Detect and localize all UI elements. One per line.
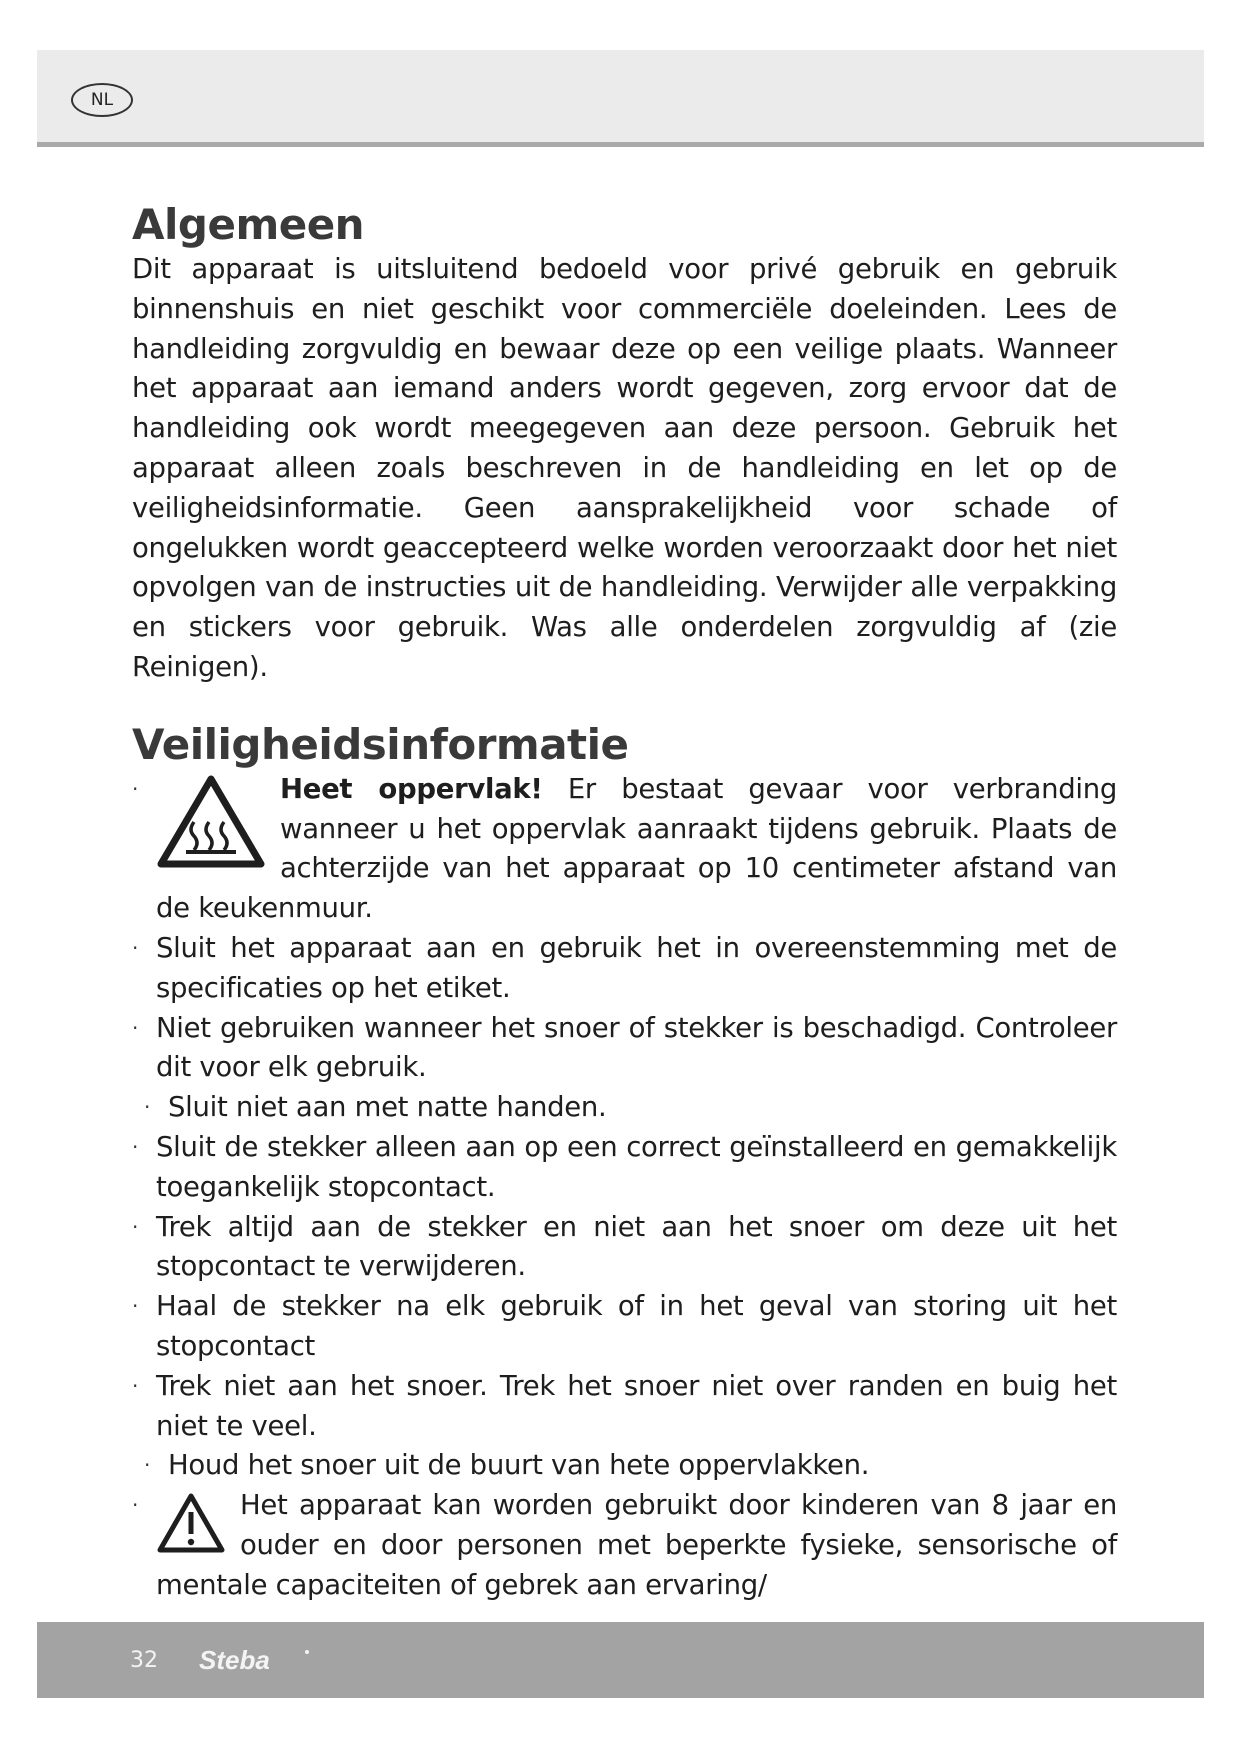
safety-item-text: Sluit niet aan met natte handen. <box>168 1091 607 1124</box>
page-number: 32 <box>130 1648 158 1673</box>
safety-item-text: Haal de stekker na elk gebruik of in het geval van storing uit het stopcontact <box>156 1290 1117 1362</box>
section-title-safety: Veiligheidsinformatie <box>132 719 629 769</box>
safety-item-text: Sluit het apparaat aan en gebruik het in overeenstemming met de specificaties op het etiket. <box>156 931 1117 1004</box>
bullet: · <box>132 1373 139 1398</box>
safety-item <box>132 929 1117 1009</box>
safety-item-children <box>132 1486 1117 1605</box>
hot-surface-lead: Heet oppervlak! <box>280 772 543 805</box>
safety-item <box>132 1367 1117 1447</box>
hot-surface-warning-icon <box>156 774 266 870</box>
svg-text:Steba: Steba <box>199 1645 270 1675</box>
bullet: · <box>132 1294 139 1319</box>
page-content <box>132 200 1117 1606</box>
hot-surface-text: Er bestaat gevaar voor verbranding wanneer u het oppervlak aanraakt tijdens gebruik. Plaats de achterzijde van het apparaat op 10 centimeter afstand van de keukenmuur. <box>156 772 1117 925</box>
section-title-general: Algemeen <box>132 200 365 249</box>
bullet: · <box>144 1453 151 1478</box>
bullet: · <box>132 1015 139 1040</box>
safety-item-hot-surface <box>132 770 1117 929</box>
safety-item <box>132 1208 1117 1288</box>
general-paragraph: Dit apparaat is uitsluitend bedoeld voor privé gebruik en gebruik binnenshuis en niet geschikt voor commerciële doeleinden. Lees de handleiding zorgvuldig en bewaar deze op een veilige plaats. Wanneer het apparaat aan iemand anders wordt gegeven, zorg ervoor dat de handleiding ook wordt meegegeven aan deze persoon. Gebruik het apparaat alleen zoals beschreven in de handleiding en let op de veiligheidsinformatie. Geen aansprakelijkheid voor schade of ongelukken wordt geaccepteerd welke worden veroorzaakt door het niet opvolgen van de instructies uit de handleiding. Verwijder alle verpakking en stickers voor gebruik. Was alle onderdelen zorgvuldig af (zie Reinigen). <box>132 253 1117 683</box>
safety-item <box>132 1446 1117 1486</box>
language-badge: NL <box>71 83 133 117</box>
caution-warning-icon <box>156 1492 226 1554</box>
bullet: · <box>144 1095 151 1120</box>
bullet: · <box>132 1134 139 1159</box>
safety-item <box>132 1128 1117 1208</box>
safety-item-text: Trek niet aan het snoer. Trek het snoer niet over randen en buig het niet te veel. <box>156 1369 1117 1442</box>
safety-item <box>132 1088 1117 1128</box>
safety-item <box>132 1009 1117 1089</box>
bullet: · <box>132 1493 139 1518</box>
bullet: · <box>132 1214 139 1239</box>
safety-item-text: Sluit de stekker alleen aan op een correct geïnstalleerd en gemakkelijk toegankelijk stopcontact. <box>156 1130 1117 1203</box>
children-text: Het apparaat kan worden gebruikt door kinderen van 8 jaar en ouder en door personen met beperkte fysieke, sensorische of mentale capaciteiten of gebrek aan ervaring/ <box>156 1489 1117 1601</box>
bullet: · <box>132 935 139 960</box>
safety-item-text: Houd het snoer uit de buurt van hete oppervlakken. <box>168 1449 870 1482</box>
header-band <box>37 50 1204 147</box>
safety-item-text: Niet gebruiken wanneer het snoer of stekker is beschadigd. Controleer dit voor elk gebruik. <box>156 1011 1117 1084</box>
safety-item <box>132 1287 1117 1367</box>
footer-band <box>37 1622 1204 1698</box>
bullet: · <box>132 776 139 801</box>
safety-item-text: Trek altijd aan de stekker en niet aan het snoer om deze uit het stopcontact te verwijderen. <box>156 1210 1117 1283</box>
steba-logo <box>197 1644 317 1678</box>
